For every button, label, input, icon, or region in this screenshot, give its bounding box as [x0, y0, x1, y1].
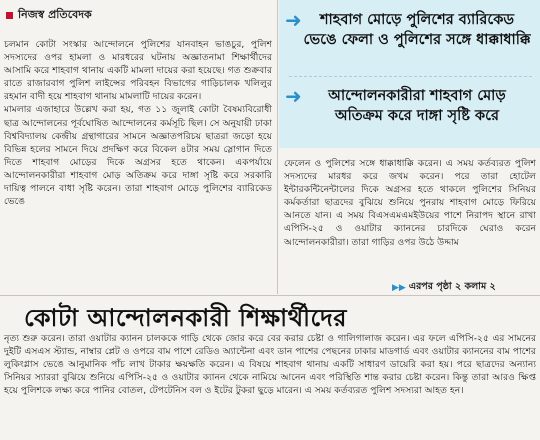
continuation-text: এরপর পৃষ্ঠা ২ কলাম ২	[408, 281, 496, 292]
left-column	[4, 38, 272, 208]
byline	[6, 6, 92, 25]
double-triangle-icon: ▶▶	[392, 282, 406, 293]
right-paragraph: ফেলেন ও পুলিশের সঙ্গে ধাক্কাধাক্কি করেন। এ সময় কর্তব্যরত পুলিশ সদস্যদের মারধর করে জখম করেন। পরে তারা হোটেল ইন্টারকন্টিনেন্টালের দিকে অগ্রসর হতে থাকলে পুলিশের সিনিয়র কর্মকর্তারা ছাত্রদের বুঝিয়ে শুনিয়ে পুনরায় শাহবাগ মোড়ে ফিরিয়ে আনতে যান। এ সময় বিএসএমএমইউয়ের পাশে নিরাপদ স্থানে রাখা এপিসি-২৫ ও ওয়াটার ক্যাননের চারদিকে ঘেরাও করেন আন্দোলনকারীরা। তারা গাড়ির ওপর উঠে উদ্দাম	[284, 158, 536, 248]
continuation-note[interactable]	[392, 280, 496, 295]
highlight-divider	[289, 76, 532, 77]
highlight-box	[279, 0, 540, 148]
story-divider	[0, 295, 540, 296]
highlight-item	[285, 86, 531, 126]
highlight-text: আন্দোলনকারীরা শাহবাগ মোড় অতিক্রম করে দাঙ্গা সৃষ্টি করে	[328, 88, 506, 124]
left-paragraph-1: চলমান কোটা সংস্কার আন্দোলনে পুলিশের যানবাহন ভাঙচুর, পুলিশ সদস্যদের ওপর হামলা ও মারধরের ঘটনায় অজ্ঞাতনামা শিক্ষার্থীদের আসামি করে শাহবাগ থানায় একটি মামলা দায়ের করা হয়েছে। গত শুক্রবার রাতে রাজারবাগ পুলিশ লাইন্সের পরিবহন বিভাগের গাড়িচালক খলিলুর রহমান বাদী হয়ে শাহবাগ থানায় মামলাটি দায়ের করেন।	[4, 39, 272, 103]
byline-text: নিজস্ব প্রতিবেদক	[18, 8, 92, 21]
highlight-text: শাহবাগ মোড়ে পুলিশের ব্যারিকেড ভেঙে ফেলা ও পুলিশের সঙ্গে ধাক্কাধাক্কি	[303, 12, 531, 48]
byline-square-icon	[6, 12, 13, 19]
second-story-paragraph: নৃত্য শুরু করেন। তারা ওয়াটার ক্যানন চালককে গাড়ি থেকে জোর করে বের করার চেষ্টা ও গালিগালাজ করেন। এর ফলে এপিসি-২৫ এর সামনের দুইটি এসএস স্ট্যান্ড, নাম্বার প্লেট ও ওপরে বাম পাশে রেডিও অ্যান্টেনা এবং ডান পাশের পেছনের ঢাকার মাডগার্ড এবং ওয়াটার ক্যাননের বাম পাশের লুকিংগ্লাস ভেঙে আনুমানিক পাঁচ লাখ টাকার ক্ষয়ক্ষতি করেন। এ বিষয়ে শাহবাগ থানায় একটি সাধারণ ডায়েরি করা হয়। পরে ছাত্রদের অন্যান্য সিনিয়র স্যাররা বুঝিয়ে শুনিয়ে এপিসি-২৫ ও ওয়াটার ক্যানন থেকে নামিয়ে আনেন এবং পরিস্থিতি শান্ত করার চেষ্টা করেন। কিন্তু তারা আরও ক্ষিপ্ত হয়ে পুলিশকে লক্ষ্য করে পানির বোতল, টেপটেনিস বল ও ইটের টুকরা ছুড়ে মারেন। এ সময় কর্তব্যরত পুলিশ সদস্যরা আহত হন।	[4, 333, 536, 397]
column-divider	[277, 0, 278, 294]
left-paragraph-2: মামলার এজাহারে উল্লেখ করা হয়, গত ১১ জুলাই কোটা বৈষম্যবিরোধী ছাত্র আন্দোলনের পূর্বঘোষিত আন্দোলনের কর্মসূচি ছিল। সে অনুযায়ী ঢাকা বিশ্ববিদ্যালয় কেন্দ্রীয় গ্রন্থাগারের সামনে অজ্ঞাতপরিচয় ছাত্ররা জড়ো হয়ে বিভিন্ন হলের সামনে দিয়ে প্রদক্ষিণ করে বিকেল ৪টার সময় স্লোগান দিতে দিতে শাহবাগ মোড়ের দিকে অগ্রসর হতে থাকেন। একপর্যায়ে আন্দোলনকারীরা শাহবাগ মোড় অতিক্রম করে দাঙ্গা সৃষ্টি করে সরকারি দায়িত্ব পালনে বাধা সৃষ্টি করেন। তারা শাহবাগ মোড়ে পুলিশের ব্যারিকেড ভেঙে	[4, 104, 272, 208]
right-arrow-icon: ➜	[285, 84, 302, 108]
second-story-body	[4, 332, 536, 397]
right-column	[284, 157, 536, 249]
highlight-item	[285, 10, 531, 50]
headline: কোটা আন্দোলনকারী শিক্ষার্থীদের	[24, 304, 347, 332]
right-arrow-icon: ➜	[285, 8, 302, 32]
